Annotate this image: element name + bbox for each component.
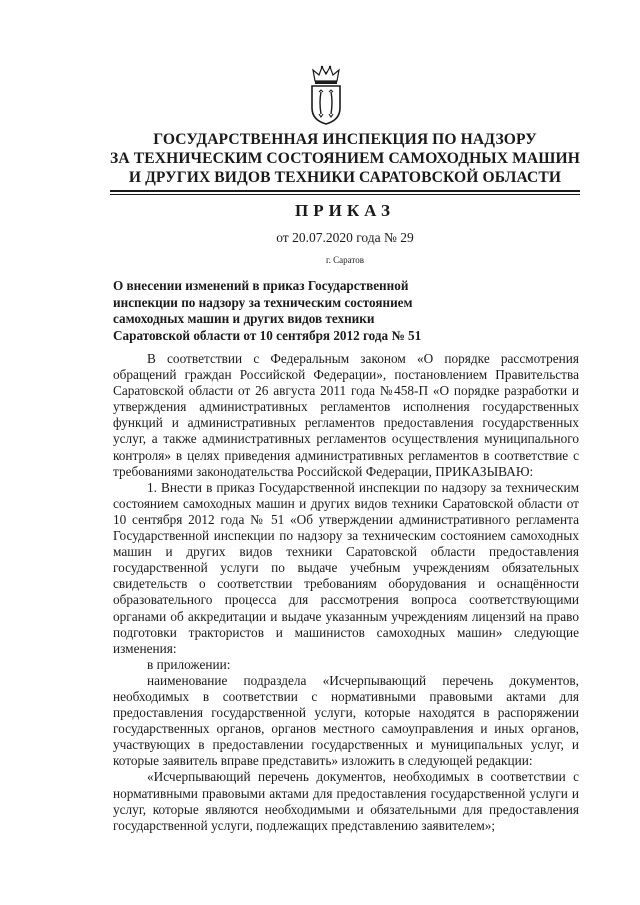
- body-paragraph: 1. Внести в приказ Государственной инспекции по надзору за техническим состоянием самоходных машин и других видов техники Саратовской области от 10 сентября 2012 года № 51 «Об утверждении административного регламента Государственной инспекции по надзору за техническим состоянием самоходных машин и других видов техники Саратовской области предоставления государственной услуги по выдаче учебным учреждениям обязательных свидетельств о соответствии требованиям оборудования и оснащённости образовательного процесса для рассмотрения вопроса соответствующими органами об аккредитации и выдаче указанным учреждениям лицензий на право подготовки трактористов и машинистов самоходных машин» следующие изменения:: [113, 479, 579, 656]
- header-divider-thin: [110, 194, 580, 195]
- body-paragraph: В соответствии с Федеральным законом «О порядке рассмотрения обращений граждан Российской Федерации», постановлением Правительства Саратовской области от 26 августа 2011 года №458-П «О порядке разработки и утверждения административных регламентов исполнения государственных функций и административных регламентов предоставления государственных услуг, а также административных регламентов осуществления муниципального контроля» в целях приведения административных регламентов в соответствие с требованиями законодательства Российской Федерации, ПРИКАЗЫВАЮ:: [113, 351, 579, 479]
- subject-line-1: О внесении изменений в приказ Государственной: [113, 278, 409, 293]
- document-body: [113, 351, 579, 834]
- body-paragraph: наименование подраздела «Исчерпывающий перечень документов, необходимых в соответствии с нормативными правовыми актами для предоставления государственной услуги, которые находятся в распоряжении государственных органов, органов местного самоуправления и иных органов, участвующих в предоставлении государственных и муниципальных услуг, и которые заявитель вправе представить» изложить в следующей редакции:: [113, 672, 579, 769]
- header-line-3: И ДРУГИХ ВИДОВ ТЕХНИКИ САРАТОВСКОЙ ОБЛАСТИ: [128, 169, 562, 186]
- document-city: г. Саратов: [326, 255, 364, 265]
- header-divider-thick: [110, 190, 580, 192]
- subject-line-4: Саратовской области от 10 сентября 2012 года № 51: [113, 327, 422, 343]
- subject-line-2: инспекции по надзору за техническим состоянием: [113, 294, 413, 310]
- subject-line-3: самоходных машин и других видов техники: [113, 311, 375, 326]
- organization-header: [110, 130, 580, 187]
- document-dateline: от 20.07.2020 года № 29: [276, 230, 414, 245]
- saratov-coat-of-arms-icon: [306, 64, 346, 126]
- document-title: ПРИКАЗ: [295, 201, 395, 220]
- body-paragraph: «Исчерпывающий перечень документов, необходимых в соответствии с нормативными правовыми актами для предоставления государственной услуги и услуг, которые являются необходимыми и обязательными для предоставления государственной услуги, подлежащих представлению заявителем»;: [113, 769, 579, 833]
- header-line-2: ЗА ТЕХНИЧЕСКИМ СОСТОЯНИЕМ САМОХОДНЫХ МАШИН: [110, 150, 580, 167]
- body-paragraph: в приложении:: [147, 656, 231, 672]
- document-subject: [113, 278, 433, 344]
- header-line-1: ГОСУДАРСТВЕННАЯ ИНСПЕКЦИЯ ПО НАДЗОРУ: [153, 131, 537, 148]
